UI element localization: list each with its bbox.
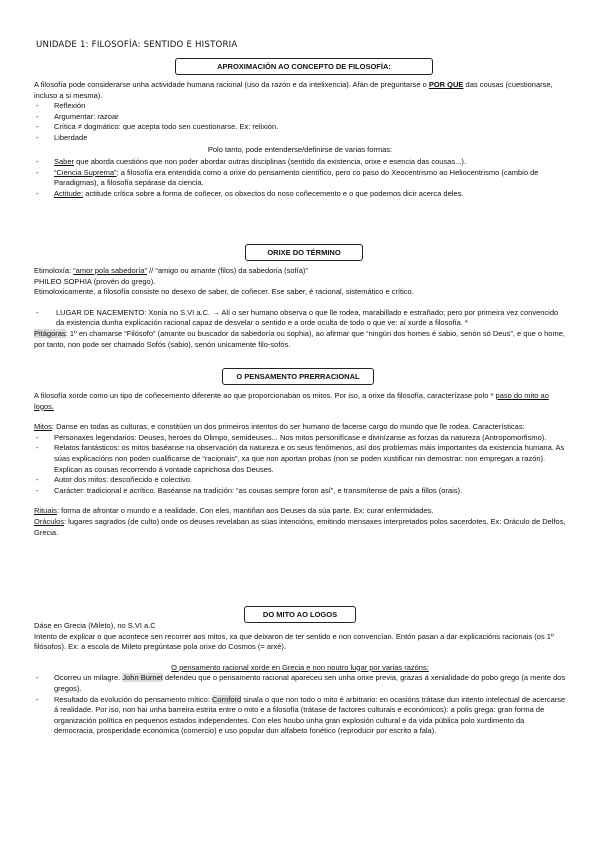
text-run: Crítica ≠ dogmático: que acepta todo sen cuestionarse. Ex: relixión. bbox=[54, 122, 279, 132]
text-run: : lugares sagrados (de culto) onde os deuses revelaban as súas intencións, emitindo mensaxes interpretados polos sacerdotes. Ex: Oráculo de Delfos, Grecia. bbox=[34, 516, 566, 537]
text-run: : forma de afrontar o mundo e a realidade. Con eles, mantiñan aos Deuses da súa parte. Ex: curar enfermidades. bbox=[56, 506, 434, 516]
characteristics-list bbox=[34, 101, 566, 143]
list-item bbox=[34, 443, 566, 475]
phileo-sophia-line: PHILEO SOPHIA (provén do grego). bbox=[34, 276, 156, 286]
section-aproximacion bbox=[34, 80, 566, 200]
etymology-line bbox=[34, 266, 566, 277]
mitos-paragraph bbox=[34, 422, 566, 433]
text-run: Actitude: bbox=[54, 188, 84, 198]
reasons-subtitle: O pensamento racional xorde en Grecia e non noutro lugar por varias razóns: bbox=[171, 662, 429, 672]
text-run: : Danse en todas as culturas, e constitúen un dos primeiros intentos do ser humano de facerse cargo do mundo que lle rodea. Características: bbox=[51, 422, 525, 432]
text-run: Personaxes legendarios: Deuses, heroes do Olimpo, semideuses... Nos mitos personifícase e divinízanse as forzas da natureza (Antropomorfismo). bbox=[54, 432, 547, 442]
section-title-prerracional: O PENSAMENTO PRERRACIONAL bbox=[222, 368, 374, 385]
list-item bbox=[34, 475, 566, 486]
text-run: Autor dos mitos: descoñecido e colectivo. bbox=[54, 475, 192, 485]
intro-paragraph bbox=[34, 80, 566, 101]
text-run: Ocorreu un milagre. bbox=[54, 673, 123, 683]
list-item bbox=[34, 673, 566, 694]
text-run: defendeu que o pensamento racional apareceu sen unha orixe previa, grazas á xenialidade do pobo grego (a mente dos gregos). bbox=[54, 673, 566, 693]
section-title-orixe: ORIXE DO TÉRMINO bbox=[245, 244, 363, 261]
text-run: “Ciencia Suprema” bbox=[54, 167, 117, 177]
list-item bbox=[34, 308, 566, 329]
text-run: Mitos bbox=[34, 422, 52, 432]
text-run: : 1º en chamarse “Filósofo” (amante ou buscador da sabedoría ou sophia), ao afirmar que “ningún dos homes é sabio, senón só Deus”, e que o home, por tanto, non pode ser chamado Sofós (sabio), senón unicamente filo-sofós. bbox=[34, 328, 565, 349]
text-run: sinala o que non todo o mito é arbitrario: en ocasións trátase dun intento intelectual de acercarse á realidade. Por iso, non hai unha barreira estrita entre o mito e a filosofía (trátase de factores culturais e económicos): a polis grega: gran forma de organización política en pequenos estados independentes. Con eles houbo unha gran explosión cultural e da vida pública polo xurdimento da democracia, prosperidade económica (comercio) e uso popular dun alfabeto fonético (reproducir por escrito a fala). bbox=[54, 694, 566, 736]
list-item bbox=[34, 486, 566, 497]
text-run: que aborda cuestións que non poder abordar outras disciplinas (sentido da existencia, orixe e esencia das cousas...). bbox=[74, 157, 466, 167]
text-run: Relatos fantásticos: os mitos baséanse na observación da natureza e os seus fenómenos, así dos problemas máis importantes da existencia humana. As súas explicacións non poden cualificarse de “racionais”, xa que non aportan probas (non se poden xustificar nin demostrar: non empregan a razón). Explican as cousas recorrendo á vontade caprichosa dos Deuses. bbox=[54, 443, 565, 474]
text-run: POR QUE bbox=[428, 80, 464, 89]
text-run: das cousas (cuestionarse, incluso a si mesma). bbox=[34, 80, 553, 100]
list-item bbox=[34, 112, 566, 123]
unit-heading: UNIDADE 1: FILOSOFÍA: SENTIDO E HISTORIA bbox=[36, 40, 238, 50]
text-run: LUGAR DE NACEMENTO: Xonia no S.VI a.C. → Alí o ser humano observa o que lle rodea, marabillado e estrañado; pero por primeira vez convencido da existencia dunha explicación racional capaz de desvelar o sentido e a orde oculta de todo o que ve: aí xurde a filosofía. * bbox=[56, 307, 559, 328]
mito-logos-place: Dáse en Grecia (Mileto), no S.VI a.C bbox=[34, 621, 156, 630]
definitions-list bbox=[34, 157, 566, 199]
list-item bbox=[34, 101, 566, 112]
list-item bbox=[34, 433, 566, 444]
text-run: paso do mito ao logos. bbox=[34, 391, 549, 411]
text-run: A filosofía pode considerarse unha actividade humana racional (uso da razón e da intelixencia). Afán de preguntarse o bbox=[34, 80, 429, 89]
list-item bbox=[34, 695, 566, 737]
text-run: Pitágoras bbox=[34, 328, 66, 338]
text-run: Oráculos bbox=[34, 516, 65, 526]
text-run: Saber bbox=[54, 157, 75, 167]
list-item bbox=[34, 157, 566, 168]
text-run: Cornford bbox=[212, 694, 242, 704]
section-orixe bbox=[34, 266, 566, 350]
list-item bbox=[34, 133, 566, 144]
text-run: Etimoloxía: bbox=[34, 266, 74, 275]
text-run: // “amigo ou amante (filos) da sabedoría (sofía)” bbox=[146, 266, 308, 275]
text-run: actitude crítica sobre a forma de coñecer, os obxectos do noso coñecemento e o que podemos dicir acerca deles. bbox=[83, 188, 464, 198]
text-run: A filosofía xorde como un tipo de coñecemento diferente ao que proporcionaban os mitos. Por iso, a orixe da filosofía, caracterízase polo * bbox=[34, 391, 496, 400]
text-run: John Burnet bbox=[122, 673, 163, 683]
list-item bbox=[34, 189, 566, 200]
text-run: Rituais bbox=[34, 506, 57, 516]
mito-logos-explanation: Intento de explicar o que acontece sen recorrer aos mitos, xa que deixaron de ter sentido e non convencían. Entón pasan a dar explicacións racionais (os 1º filósofos). Ex: a escola de Mileto pregúntase pola orixe do Cosmos (= arxé). bbox=[34, 631, 554, 652]
mitos-characteristics-list bbox=[34, 433, 566, 497]
rituais-paragraph bbox=[34, 506, 566, 517]
text-run: Argumentar: razoar bbox=[54, 111, 119, 121]
definitions-lead: Polo tanto, pode entenderse/definirse de varias formas: bbox=[207, 144, 393, 154]
section-title-aproximacion: APROXIMACIÓN AO CONCEPTO DE FILOSOFÍA: bbox=[175, 58, 433, 75]
section-title-mito-logos: DO MITO AO LOGOS bbox=[244, 606, 356, 623]
text-run: Liberdade bbox=[54, 132, 88, 142]
oraculos-paragraph bbox=[34, 517, 566, 538]
text-run: Resultado da evolución do pensamento mítico: bbox=[54, 694, 213, 704]
section-prerracional bbox=[34, 391, 566, 538]
list-item bbox=[34, 168, 566, 189]
prerracional-intro bbox=[34, 391, 566, 412]
section-mito-logos bbox=[34, 621, 566, 737]
text-run: : a filosofía era entendida como a orixe do pensamento científico, pero co paso do Xeocentrismo ao Heliocentrismo (cambio de Paradigmas), a filosofía sepárase da ciencia. bbox=[54, 167, 539, 188]
text-run: Carácter: tradicional e acrítico. Baséanse na tradición: “as cousas sempre foron así”, e transmítense de pais a fillos (orais). bbox=[54, 485, 463, 495]
etymology-explanation: Etimoloxicamente, a filosofía consiste no desexo de saber, de coñecer. Ese saber, é racional, sistemático e crítico. bbox=[34, 287, 414, 297]
text-run: Reflexión bbox=[54, 101, 86, 111]
list-item bbox=[34, 122, 566, 133]
reasons-list bbox=[34, 673, 566, 737]
birthplace-list bbox=[34, 308, 566, 329]
text-run: “amor pola sabedoría” bbox=[73, 266, 147, 275]
pitagoras-paragraph bbox=[34, 329, 566, 350]
